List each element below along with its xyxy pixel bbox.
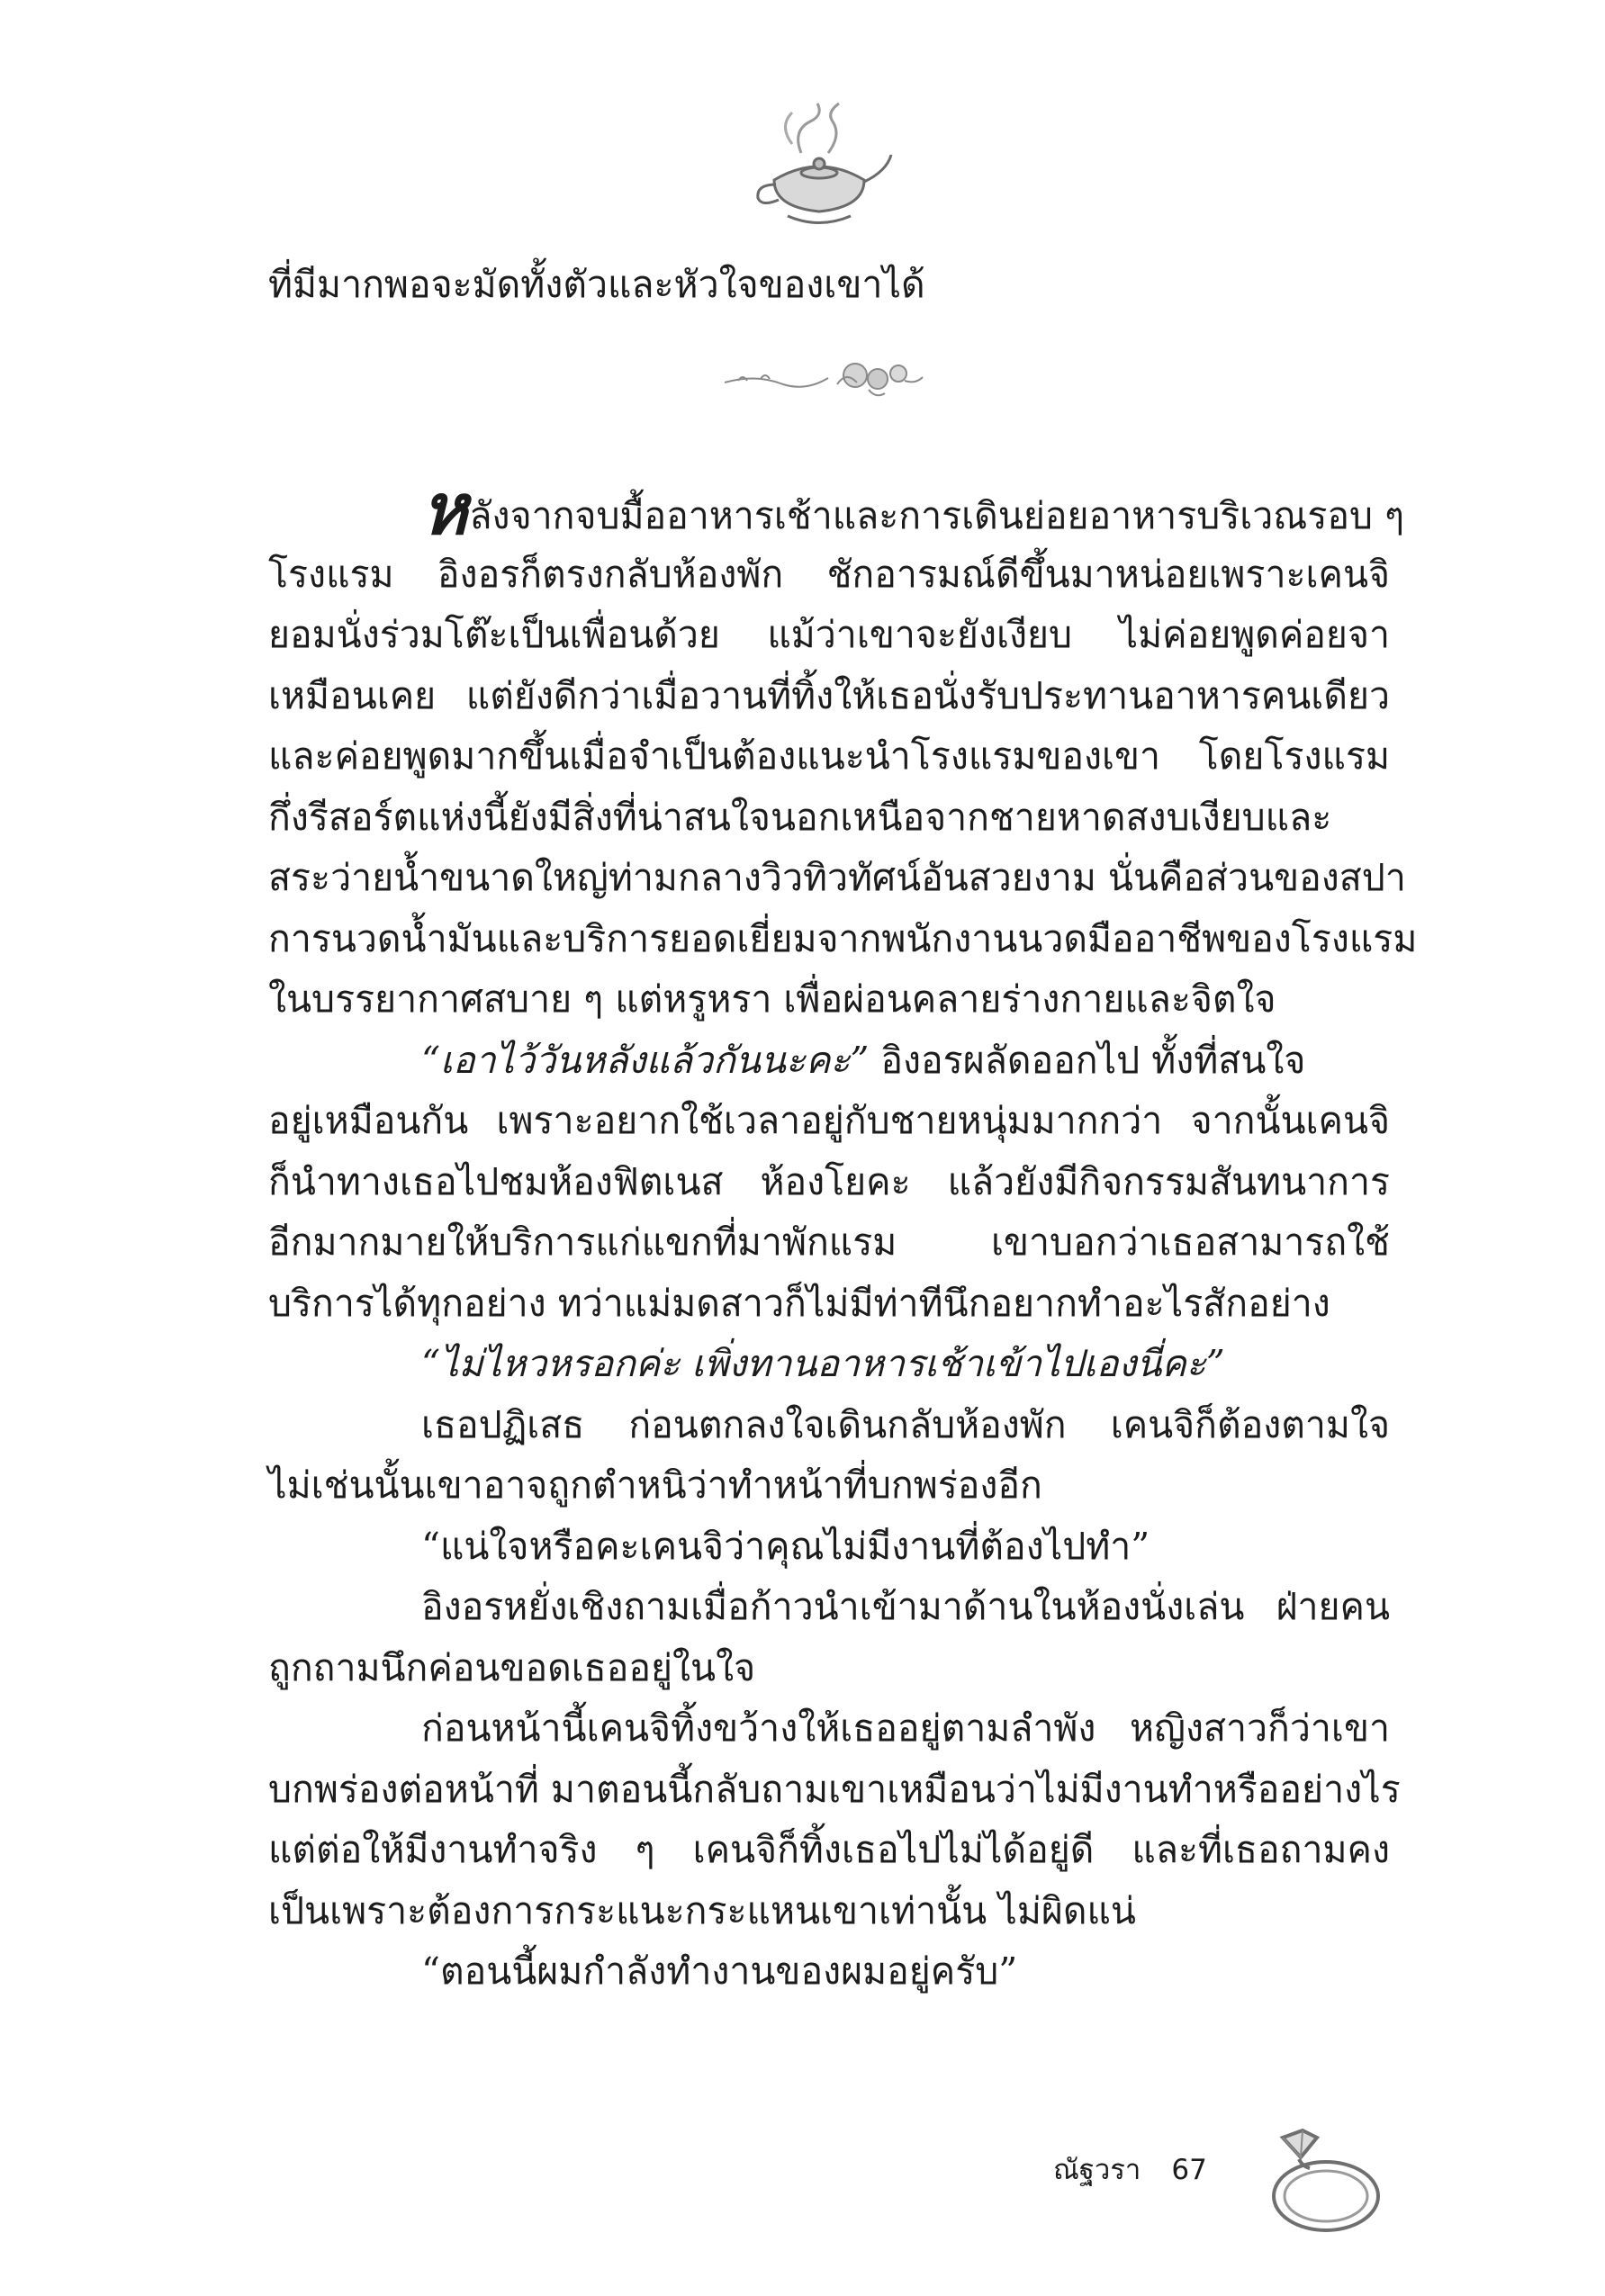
text-line: แต่ต่อให้มีงานทำจริง ๆ เคนจิก็ทิ้งเธอไปไม่ได้อยู่ดี และที่เธอถามคง: [268, 1828, 1390, 1871]
paragraph-first-line: ก่อนหน้านี้เคนจิทิ้งขว้างให้เธออยู่ตามลำพัง หญิงสาวก็ว่าเขา: [421, 1706, 1390, 1750]
dialogue-line: “เอาไว้วันหลังแล้วกันนะคะ” อิงอรผลัดออกไป ทั้งที่สนใจ: [421, 1038, 1306, 1082]
page-number: 67: [1171, 2154, 1207, 2186]
paragraph-opening-line: หลังจากจบมื้ออาหารเช้าและการเดินย่อยอาหารบริเวณรอบ ๆ: [421, 469, 1405, 551]
text-line: เหมือนเคย แต่ยังดีกว่าเมื่อวานที่ทิ้งให้เธอนั่งรับประทานอาหารคนเดียว: [268, 673, 1390, 717]
page-footer: [1053, 2147, 1238, 2192]
text-line: ยอมนั่งร่วมโต๊ะเป็นเพื่อนด้วย แม้ว่าเขาจะยังเงียบ ไม่ค่อยพูดค่อยจา: [268, 613, 1390, 656]
text-line: บริการได้ทุกอย่าง ทว่าแม่มดสาวก็ไม่มีท่าทีนึกอยากทำอะไรสักอย่าง: [268, 1281, 1330, 1325]
text-line: และค่อยพูดมากขึ้นเมื่อจำเป็นต้องแนะนำโรงแรมของเขา โดยโรงแรม: [268, 734, 1390, 778]
text-line: ในบรรยากาศสบาย ๆ แต่หรูหรา เพื่อผ่อนคลายร่างกายและจิตใจ: [268, 977, 1276, 1021]
diamond-ring-icon: [1256, 2111, 1391, 2246]
text-line: โรงแรม อิงอรก็ตรงกลับห้องพัก ชักอารมณ์ดีขึ้นมาหน่อยเพราะเคนจิ: [268, 552, 1390, 596]
text-line: บกพร่องต่อหน้าที่ มาตอนนี้กลับถามเขาเหมือนว่าไม่มีงานทำหรืออย่างไร: [268, 1767, 1401, 1811]
dialogue-line: “ไม่ไหวหรอกค่ะ เพิ่งทานอาหารเช้าเข้าไปเองนี่คะ”: [421, 1342, 1225, 1385]
dialogue-quote: “เอาไว้วันหลังแล้วกันนะคะ”: [421, 1038, 870, 1082]
text-line: กึ่งรีสอร์ตแห่งนี้ยังมีสิ่งที่น่าสนใจนอกเหนือจากชายหาดสงบเงียบและ: [268, 795, 1332, 839]
author-name: ณัฐวรา: [1053, 2154, 1141, 2186]
body-text: [268, 469, 1418, 2003]
continued-line: ที่มีมากพอจะมัดทั้งตัวและหัวใจของเขาได้: [268, 263, 925, 306]
text-line: การนวดน้ำมันและบริการยอดเยี่ยมจากพนักงานนวดมืออาชีพของโรงแรม: [268, 916, 1418, 960]
text-line: อยู่เหมือนกัน เพราะอยากใช้เวลาอยู่กับชายหนุ่มมากกว่า จากนั้นเคนจิ: [268, 1099, 1390, 1142]
dialogue-line: “ตอนนี้ผมกำลังทำงานของผมอยู่ครับ”: [421, 1949, 1018, 1993]
text-line: สระว่ายน้ำขนาดใหญ่ท่ามกลางวิวทิวทัศน์อันสวยงาม นั่นคือส่วนของสปา: [268, 856, 1406, 899]
dialogue-line: “แน่ใจหรือคะเคนจิว่าคุณไม่มีงานที่ต้องไปทำ”: [421, 1524, 1150, 1568]
text-line: ไม่เช่นนั้นเขาอาจถูกตำหนิว่าทำหน้าที่บกพร่องอีก: [268, 1463, 1042, 1507]
paragraph-first-line: เธอปฏิเสธ ก่อนตกลงใจเดินกลับห้องพัก เคนจิก็ต้องตามใจ: [421, 1402, 1390, 1446]
drop-cap: ห: [421, 469, 468, 551]
paragraph-first-line: อิงอรหยั่งเชิงถามเมื่อก้าวนำเข้ามาด้านในห้องนั่งเล่น ฝ่ายคน: [421, 1585, 1390, 1628]
flower-vine-icon: [720, 347, 927, 410]
text-line: ถูกถามนึกค่อนขอดเธออยู่ในใจ: [268, 1645, 756, 1689]
text-line: เป็นเพราะต้องการกระแนะกระแหนเขาเท่านั้น ไม่ผิดแน่: [268, 1888, 1136, 1932]
text-line: อีกมากมายให้บริการแก่แขกที่มาพักแรม เขาบอกว่าเธอสามารถใช้: [268, 1220, 1390, 1264]
teapot-icon: [738, 99, 900, 234]
text-line: ก็นำทางเธอไปชมห้องฟิตเนส ห้องโยคะ แล้วยังมีกิจกรรมสันทนาการ: [268, 1159, 1390, 1203]
